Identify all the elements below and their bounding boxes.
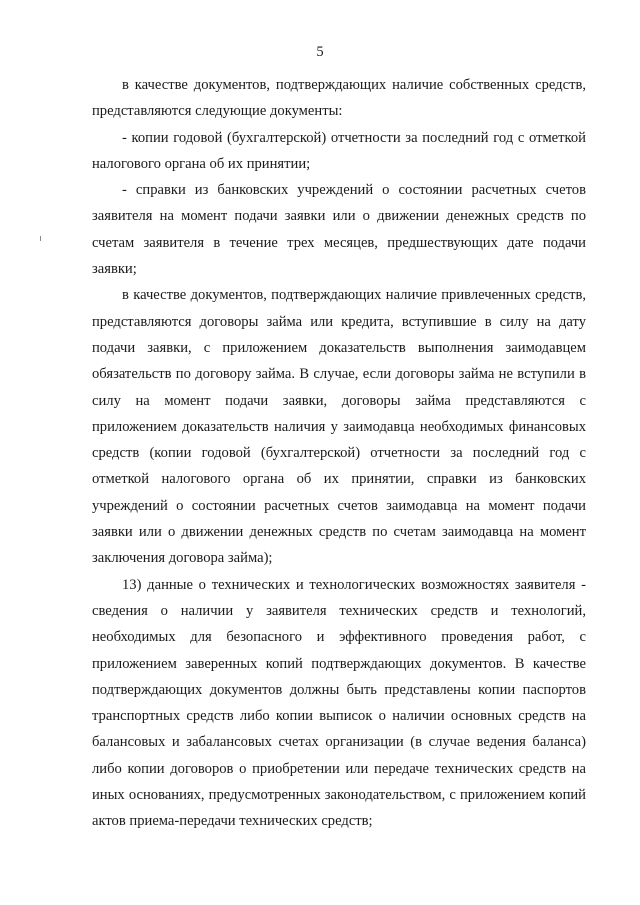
paragraph-own-funds: в качестве документов, подтверждающих наличие собственных средств, представляются следующие документы: — [92, 77, 586, 120]
paragraph-borrowed-funds: в качестве документов, подтверждающих наличие привлеченных средств, представляются договоры займа или кредита, вступившие в силу на дату подачи заявки, с приложением доказательств выполнения заимодавцем обязательств по договору займа. В случае, если договоры займа не вступили в силу на момент подачи заявки, договоры займа представляются с приложением доказательств наличия у заимодавца необходимых финансовых средств (копии годовой (бухгалтерской) отчетности за последний год с отметкой налогового органа об их принятии, справки из банковских учреждений о состоянии расчетных счетов заимодавца на момент подачи заявки или о движении денежных средств по счетам заимодавца на момент заключения договора займа); — [92, 287, 586, 567]
document-body — [92, 72, 586, 835]
paragraph-accounting-copies: - копии годовой (бухгалтерской) отчетности за последний год с отметкой налогового органа об их принятии; — [92, 129, 586, 172]
paragraph-technical-capabilities: 13) данные о технических и технологических возможностях заявителя - сведения о наличии у заявителя технических средств и технологий, необходимых для безопасного и эффективного проведения работ, с приложением заверенных копий подтверждающих документов. В качестве подтверждающих документов должны быть представлены копии паспортов транспортных средств либо копии выписок о наличии основных средств на балансовых и забалансовых счетах организации (в случае ведения баланса) либо копии договоров о приобретении или передаче технических средств на иных основаниях, предусмотренных законодательством, с приложением копий актов приема-передачи технических средств; — [92, 576, 586, 830]
scan-mark — [40, 236, 41, 241]
page-number: 5 — [316, 44, 324, 60]
paragraph-bank-statements: - справки из банковских учреждений о состоянии расчетных счетов заявителя на момент подачи заявки или о движении денежных средств по счетам заявителя в течение трех месяцев, предшествующих дате подачи заявки; — [92, 182, 586, 278]
